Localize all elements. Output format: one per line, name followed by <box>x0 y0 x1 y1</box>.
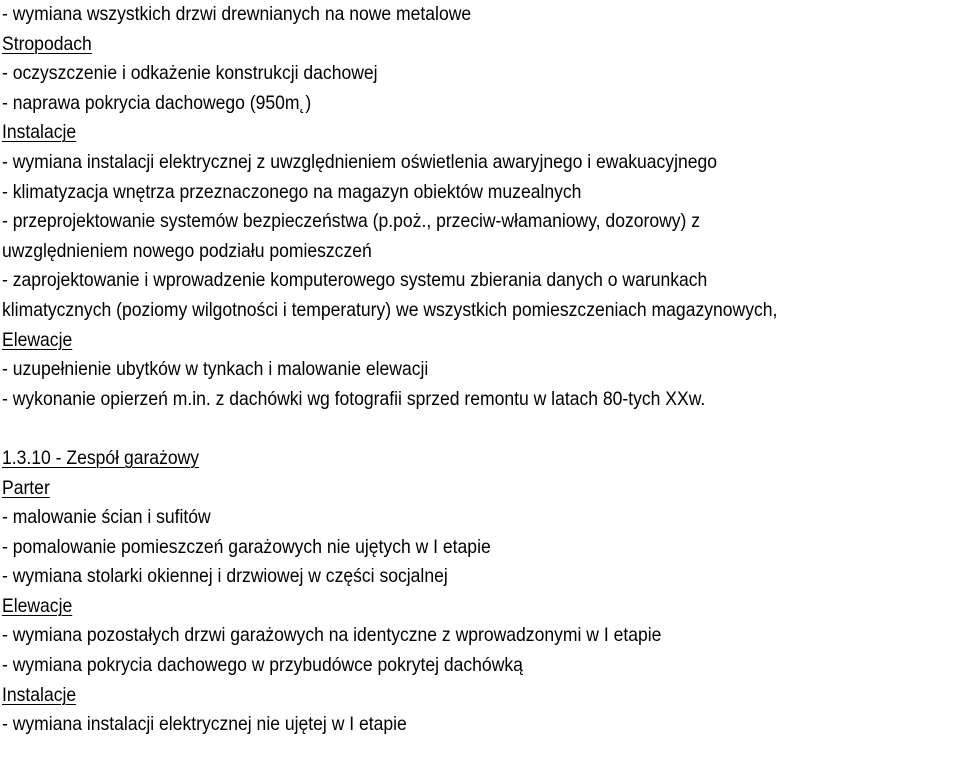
document-page <box>2 0 956 740</box>
list-item-continuation: klimatycznych (poziomy wilgotności i temperatury) we wszystkich pomieszczeniach magazynowych, <box>2 298 778 321</box>
list-item: - klimatyzacja wnętrza przeznaczonego na magazyn obiektów muzealnych <box>2 180 582 203</box>
section-heading-ground-floor: Parter <box>2 476 50 499</box>
list-item: - naprawa pokrycia dachowego (950m˛) <box>2 91 312 114</box>
list-item: - wymiana pokrycia dachowego w przybudówce pokrytej dachówką <box>2 654 523 677</box>
list-item: - wymiana stolarki okiennej i drzwiowej w części socjalnej <box>2 565 448 588</box>
section-heading-facades: Elewacje <box>2 594 73 617</box>
list-item-continuation: uwzględnieniem nowego podziału pomieszczeń <box>2 239 372 262</box>
list-item: - wymiana instalacji elektrycznej nie ujętej w I etapie <box>2 713 407 736</box>
list-item: - wykonanie opierzeń m.in. z dachówki wg fotografii sprzed remontu w latach 80-tych XXw. <box>2 387 706 410</box>
paragraph-gap <box>2 414 956 444</box>
list-item: - oczyszczenie i odkażenie konstrukcji dachowej <box>2 62 378 85</box>
list-item: - zaprojektowanie i wprowadzenie komputerowego systemu zbierania danych o warunkach <box>2 269 708 292</box>
list-item: - pomalowanie pomieszczeń garażowych nie ujętych w I etapie <box>2 535 491 558</box>
list-item: - uzupełnienie ubytków w tynkach i malowanie elewacji <box>2 358 429 381</box>
section-heading-installations: Instalacje <box>2 121 77 144</box>
list-item: - przeprojektowanie systemów bezpieczeństwa (p.poż., przeciw-włamaniowy, dozorowy) z <box>2 210 701 233</box>
section-heading-roof: Stropodach <box>2 32 92 55</box>
chapter-title: 1.3.10 - Zespół garażowy <box>2 446 200 469</box>
section-heading-facades: Elewacje <box>2 328 73 351</box>
list-item: - wymiana pozostałych drzwi garażowych na identyczne z wprowadzonymi w I etapie <box>2 624 662 647</box>
list-item: - wymiana wszystkich drzwi drewnianych na nowe metalowe <box>2 3 472 25</box>
section-heading-installations: Instalacje <box>2 683 77 706</box>
list-item: - wymiana instalacji elektrycznej z uwzględnieniem oświetlenia awaryjnego i ewakuacyjnego <box>2 150 718 173</box>
list-item: - malowanie ścian i sufitów <box>2 506 211 529</box>
